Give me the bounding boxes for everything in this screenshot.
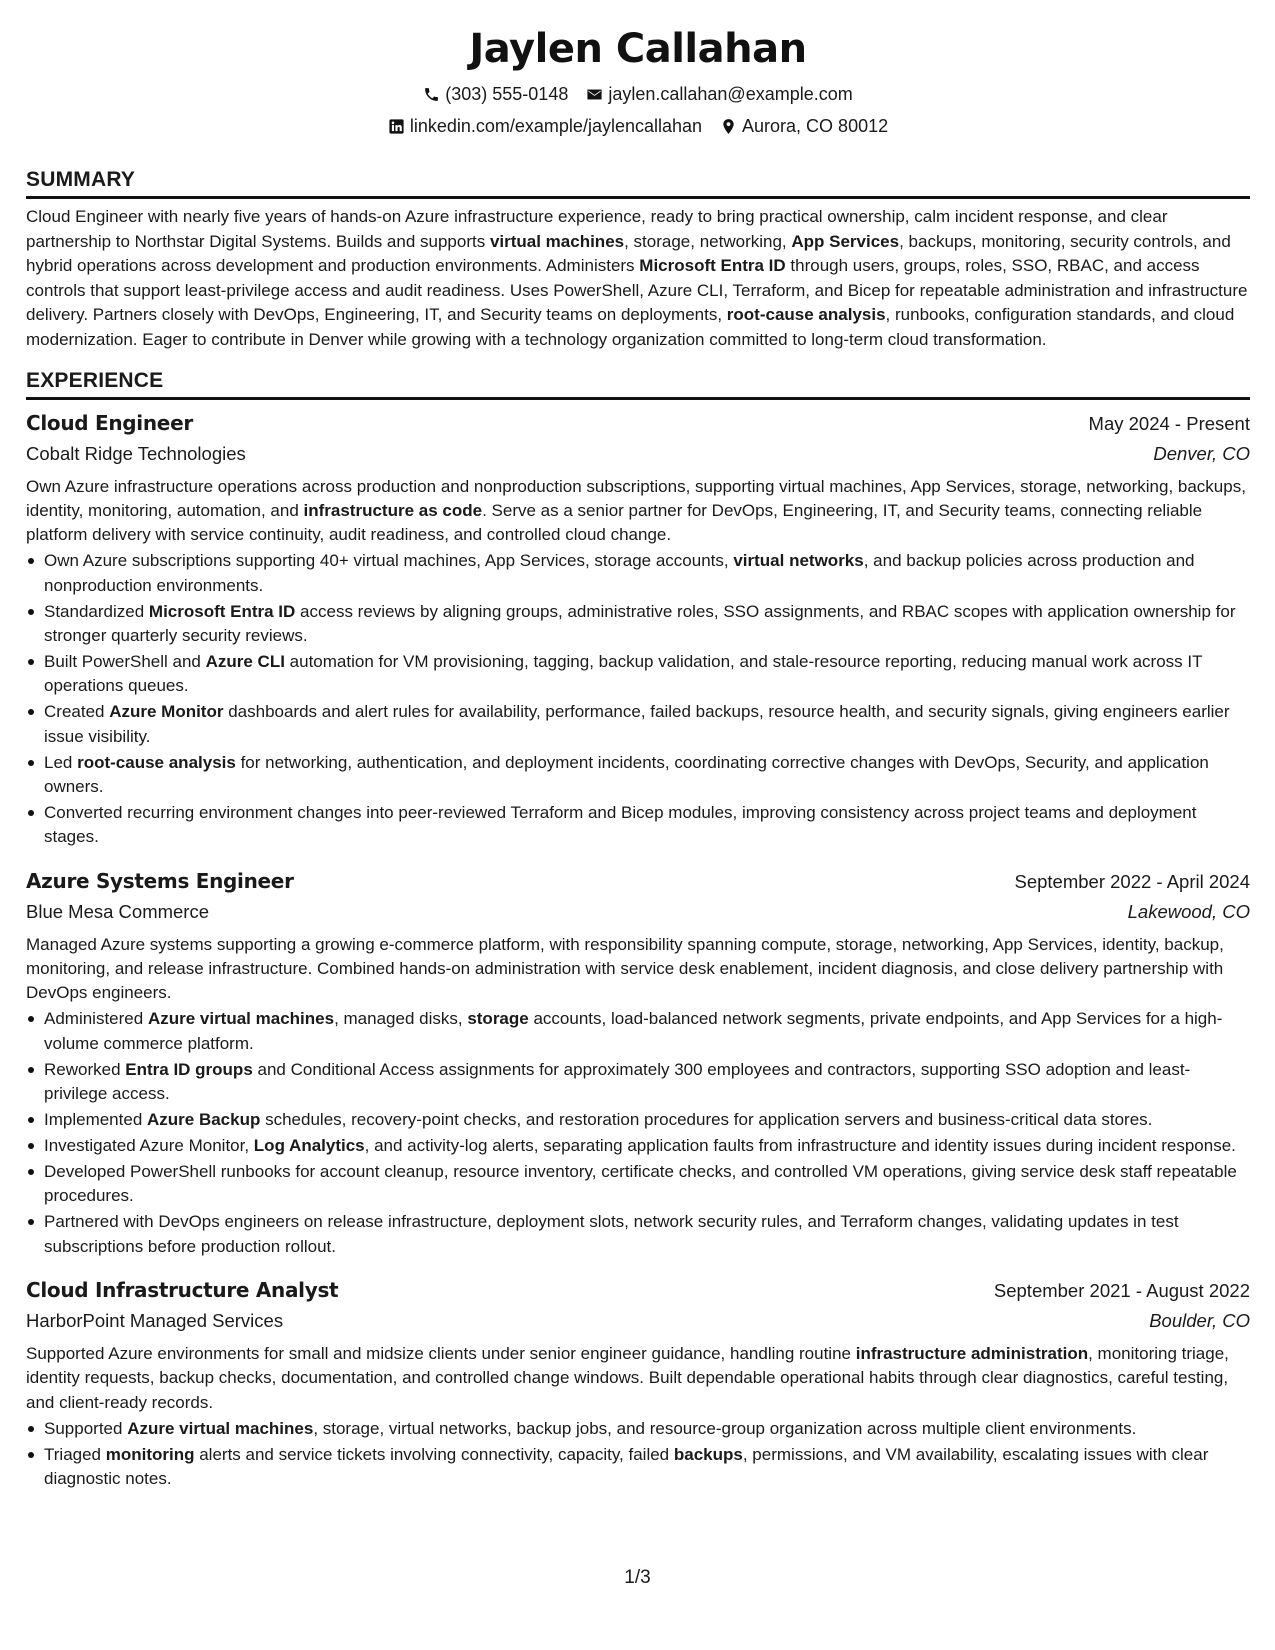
bullet-item: Partnered with DevOps engineers on release infrastructure, deployment slots, network security rules, and Terraform changes, validating updates in test subscriptions before production rollout.: [44, 1210, 1250, 1259]
linkedin-contact[interactable]: [388, 110, 702, 142]
job-title: Cloud Engineer: [26, 410, 193, 435]
job-subheader: [26, 439, 1250, 469]
phone-contact: [423, 78, 568, 110]
bullet-item: Built PowerShell and Azure CLI automation for VM provisioning, tagging, backup validation, and stale-resource reporting, reducing manual work across IT operations queues.: [44, 650, 1250, 699]
job-dates: September 2022 - April 2024: [1014, 870, 1250, 892]
job-summary: Own Azure infrastructure operations across production and nonproduction subscriptions, supporting virtual machines, App Services, storage, networking, backups, identity, monitoring, automation, and infrastructure as code. Serve as a senior partner for DevOps, Engineering, IT, and Security teams, connecting reliable platform delivery with service continuity, audit readiness, and controlled cloud change.: [26, 476, 1246, 545]
job-header: [26, 866, 1250, 897]
job-dates: September 2021 - August 2022: [993, 1279, 1250, 1301]
bullet-item: Converted recurring environment changes into peer-reviewed Terraform and Bicep modules, improving consistency across project teams and deployment stages.: [44, 801, 1250, 850]
job-location: Lakewood, CO: [1127, 900, 1250, 922]
job-header: [26, 1275, 1250, 1306]
bullet-item: Developed PowerShell runbooks for account cleanup, resource inventory, certificate checks, and controlled VM operations, giving service desk staff repeatable procedures.: [44, 1160, 1250, 1209]
summary-paragraph: Cloud Engineer with nearly five years of hands-on Azure infrastructure experience, ready to bring practical ownership, calm incident response, and clear partnership to Northstar Digital Systems. Builds and supports virtual machines, storage, networking, App Services, backups, monitoring, security controls, and hybrid operations across development and production environments. Administers Microsoft Entra ID through users, groups, roles, SSO, RBAC, and access controls that support least-privilege access and audit readiness. Uses PowerShell, Azure CLI, Terraform, and Bicep for repeatable administration and infrastructure delivery. Partners closely with DevOps, Engineering, IT, and Security teams on deployments, root-cause analysis, runbooks, configuration standards, and cloud modernization. Eager to contribute in Denver while growing with a technology organization committed to long-term cloud transformation.: [26, 207, 1248, 349]
job-bullets: [26, 1007, 1250, 1259]
job-title: Azure Systems Engineer: [26, 868, 294, 893]
job-title: Cloud Infrastructure Analyst: [26, 1277, 339, 1302]
job-summary: Supported Azure environments for small and midsize clients under senior engineer guidance, handling routine infrastructure administration, monitoring triage, identity requests, backup checks, documentation, and controlled change windows. Built dependable operational habits through clear diagnostics, careful testing, and client-ready records.: [26, 1343, 1229, 1412]
bullet-item: Standardized Microsoft Entra ID access reviews by aligning groups, administrative roles, SSO assignments, and RBAC scopes with application ownership for stronger quarterly security reviews.: [44, 600, 1250, 649]
resume-page: [26, 20, 1250, 1491]
map-pin-icon: [720, 118, 737, 135]
job-subheader: [26, 897, 1250, 927]
summary-heading: SUMMARY: [26, 166, 1250, 199]
location-text: Aurora, CO 80012: [742, 116, 889, 136]
job-bullets: [26, 1417, 1250, 1492]
envelope-icon: [586, 86, 603, 103]
experience-list: [26, 408, 1250, 1492]
job-summary: Managed Azure systems supporting a growing e-commerce platform, with responsibility spanning compute, storage, networking, App Services, identity, backup, monitoring, and release infrastructure. Combined hands-on administration with service desk enablement, incident diagnosis, and close delivery partnership with DevOps engineers.: [26, 934, 1224, 1003]
job-entry: [26, 866, 1250, 1259]
linkedin-icon: [388, 118, 405, 135]
job-bullets: [26, 549, 1250, 849]
job-header: [26, 408, 1250, 439]
job-dates: May 2024 - Present: [1088, 412, 1250, 434]
bullet-item: Created Azure Monitor dashboards and alert rules for availability, performance, failed backups, resource health, and security signals, giving engineers earlier issue visibility.: [44, 700, 1250, 749]
bullet-item: Own Azure subscriptions supporting 40+ virtual machines, App Services, storage accounts, virtual networks, and backup policies across production and nonproduction environments.: [44, 549, 1250, 598]
bullet-item: Triaged monitoring alerts and service tickets involving connectivity, capacity, failed backups, permissions, and VM availability, escalating issues with clear diagnostic notes.: [44, 1443, 1250, 1492]
bullet-item: Investigated Azure Monitor, Log Analytics, and activity-log alerts, separating application faults from infrastructure and identity issues during incident response.: [44, 1134, 1250, 1158]
page-number: 1/3: [624, 1567, 651, 1588]
bullet-item: Reworked Entra ID groups and Conditional Access assignments for approximately 300 employees and contractors, supporting SSO adoption and least-privilege access.: [44, 1058, 1250, 1107]
job-subheader: [26, 1306, 1250, 1336]
contact-row-primary: [26, 78, 1250, 110]
phone-icon: [423, 86, 440, 103]
job-entry: [26, 408, 1250, 850]
job-location: Boulder, CO: [1149, 1309, 1250, 1331]
bullet-item: Led root-cause analysis for networking, authentication, and deployment incidents, coordinating corrective changes with DevOps, Security, and application owners.: [44, 751, 1250, 800]
email-contact[interactable]: [586, 78, 852, 110]
linkedin-url[interactable]: linkedin.com/example/jaylencallahan: [409, 116, 703, 136]
email-address[interactable]: jaylen.callahan@example.com: [608, 84, 853, 104]
experience-heading: EXPERIENCE: [26, 367, 1250, 400]
job-entry: [26, 1275, 1250, 1491]
location-contact: [720, 110, 888, 142]
phone-number: (303) 555-0148: [445, 84, 569, 104]
contact-row-secondary: [26, 110, 1250, 142]
company-name: Cobalt Ridge Technologies: [26, 442, 246, 464]
candidate-name: Jaylen Callahan: [469, 26, 807, 72]
company-name: HarborPoint Managed Services: [26, 1309, 284, 1331]
company-name: Blue Mesa Commerce: [26, 900, 210, 922]
bullet-item: Implemented Azure Backup schedules, recovery-point checks, and restoration procedures for application servers and business-critical data stores.: [44, 1108, 1250, 1132]
bullet-item: Supported Azure virtual machines, storage, virtual networks, backup jobs, and resource-group organization across multiple client environments.: [44, 1417, 1250, 1441]
bullet-item: Administered Azure virtual machines, managed disks, storage accounts, load-balanced network segments, private endpoints, and App Services for a high-volume commerce platform.: [44, 1007, 1250, 1056]
job-location: Denver, CO: [1153, 442, 1250, 464]
